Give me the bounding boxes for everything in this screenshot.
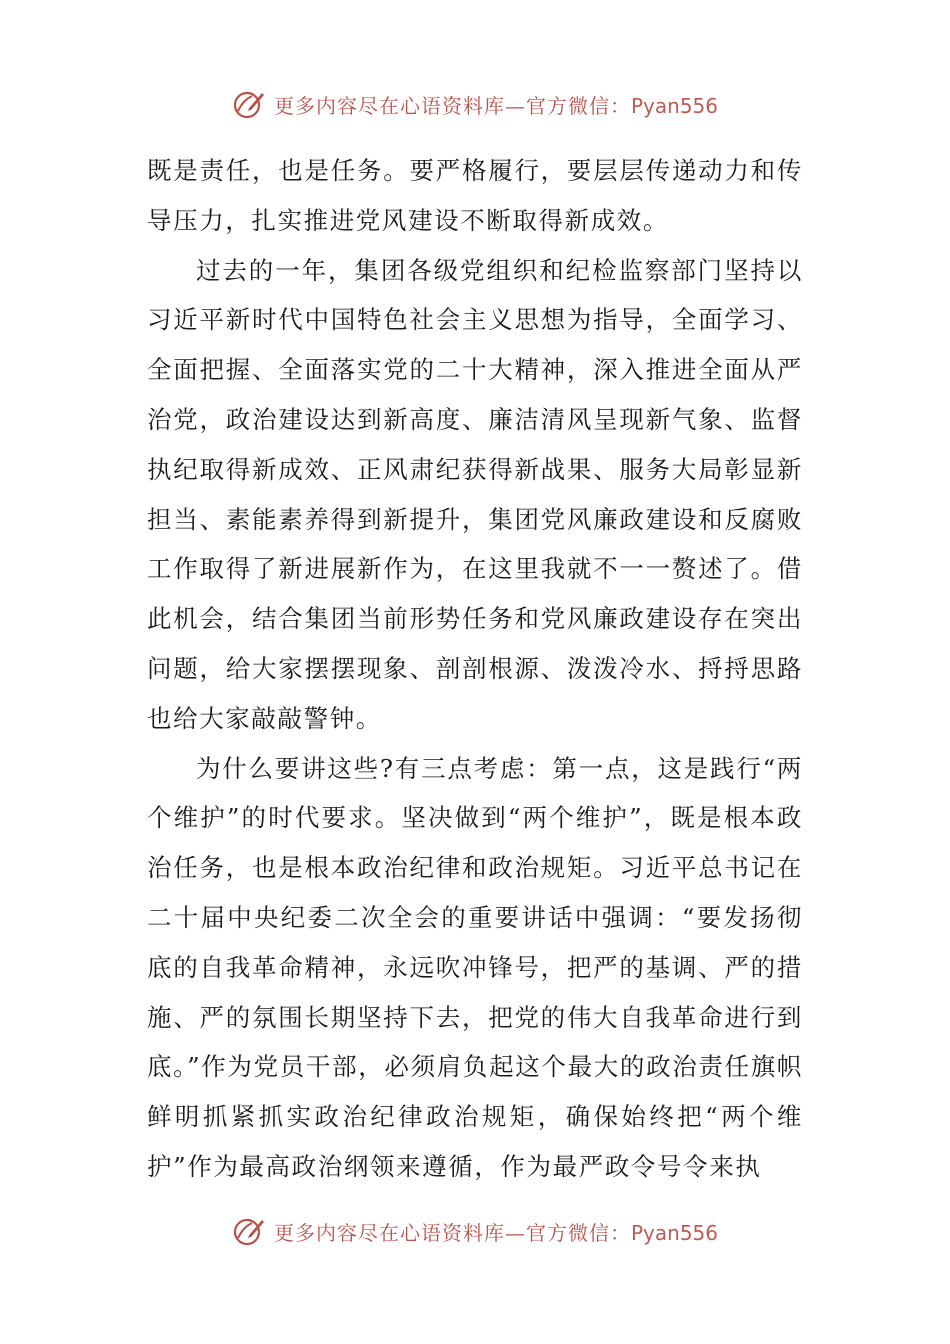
watermark-brand: Pyan556 (630, 93, 718, 118)
paragraph-1: 既是责任，也是任务。要严格履行，要层层传递动力和传导压力，扎实推进党风建设不断取得新成效。 (147, 156, 803, 235)
watermark-text: 更多内容尽在心语资料库—官方微信：Pyan556 (273, 93, 718, 118)
pen-logo-icon (232, 87, 266, 121)
watermark-brand: Pyan556 (630, 1220, 718, 1245)
watermark-text: 更多内容尽在心语资料库—官方微信：Pyan556 (273, 1220, 718, 1245)
document-body (147, 146, 803, 1206)
header-watermark (0, 84, 950, 124)
pen-logo-icon (232, 1214, 266, 1248)
paragraph-2: 过去的一年，集团各级党组织和纪检监察部门坚持以习近平新时代中国特色社会主义思想为指导，全面学习、全面把握、全面落实党的二十大精神，深入推进全面从严治党，政治建设达到新高度、廉洁清风呈现新气象、监督执纪取得新成效、正风肃纪获得新战果、服务大局彰显新担当、素能素养得到新提升，集团党风廉政建设和反腐败工作取得了新进展新作为，在这里我就不一一赘述了。借此机会，结合集团当前形势任务和党风廉政建设存在突出问题，给大家摆摆现象、剖剖根源、泼泼冷水、捋捋思路也给大家敲敲警钟。 (147, 255, 803, 733)
paragraph-3: 为什么要讲这些?有三点考虑：第一点，这是践行“两个维护”的时代要求。坚决做到“两个维护”，既是根本政治任务，也是根本政治纪律和政治规矩。习近平总书记在二十届中央纪委二次全会的重要讲话中强调：“要发扬彻底的自我革命精神，永远吹冲锋号，把严的基调、严的措施、严的氛围长期坚持下去，把党的伟大自我革命进行到底。”作为党员干部，必须肩负起这个最大的政治责任旗帜鲜明抓紧抓实政治纪律政治规矩，确保始终把“两个维护”作为最高政治纲领来遵循，作为最严政令号令来执 (147, 753, 803, 1181)
footer-watermark (0, 1211, 950, 1251)
